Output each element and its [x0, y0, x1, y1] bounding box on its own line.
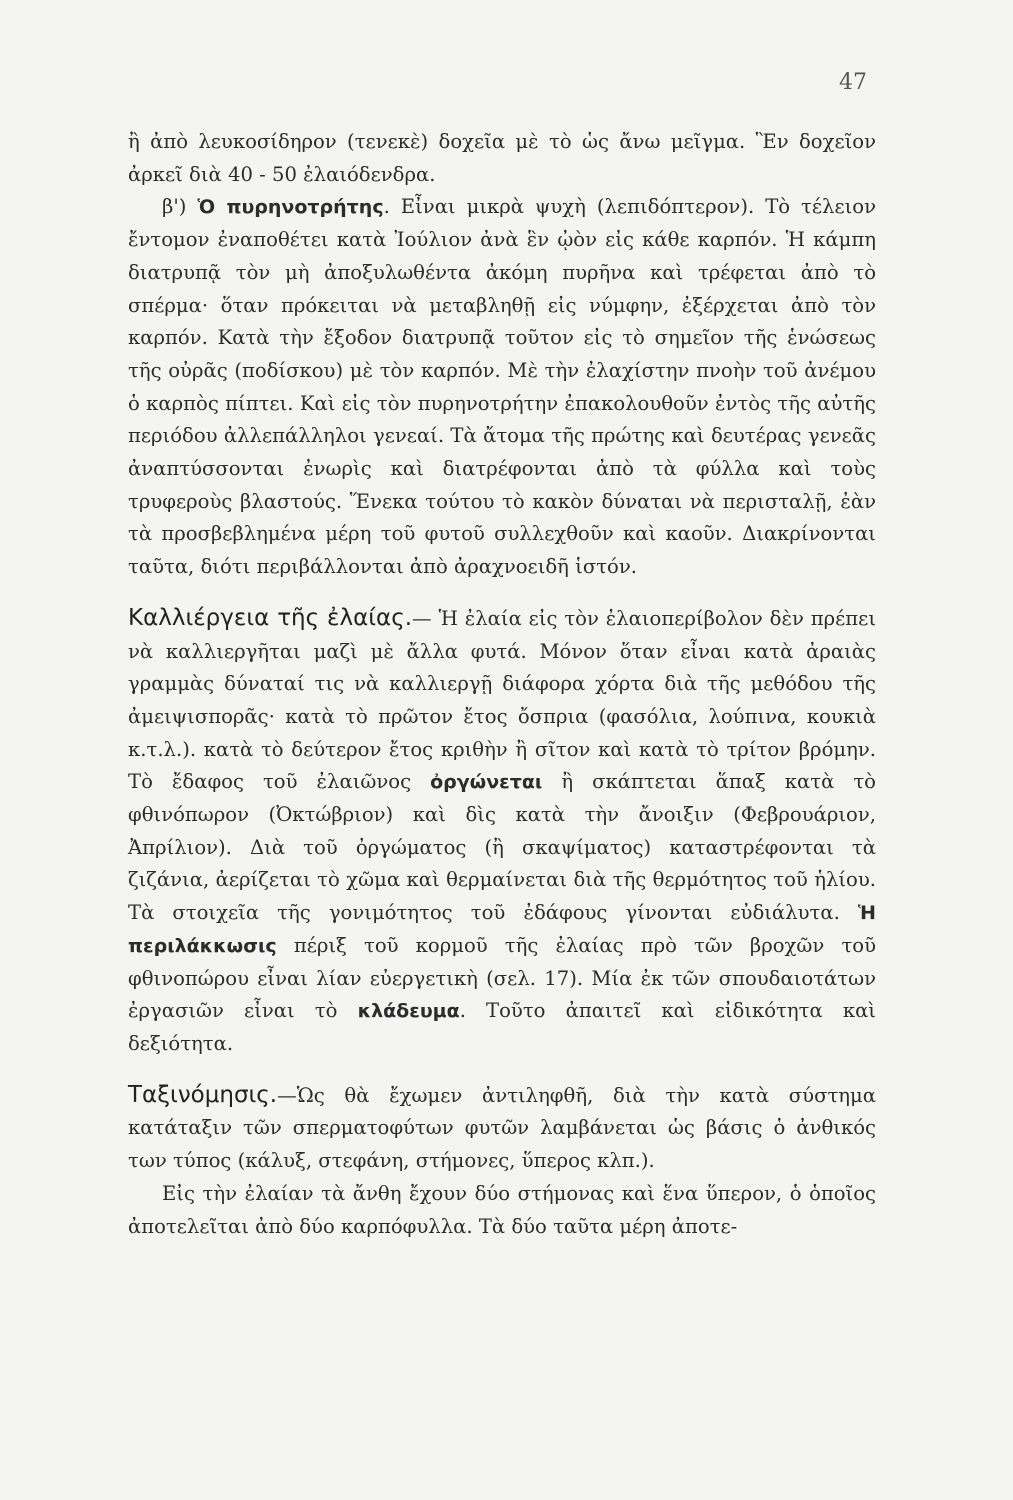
term-pyrinotritis: Ὁ πυρηνοτρήτης [197, 196, 384, 219]
item-marker: β') [162, 195, 198, 219]
paragraph-text: ἢ σκάπτεται ἅπαξ κατὰ τὸ φθινόπωρον (Ὀκτώβριον) καὶ δὶς κατὰ τὴν ἄνοιξιν (Φεβρουάριον, Ἀπρίλιον). Διὰ τοῦ ὀργώματος (ἢ σκαψίματος) καταστρέφονται τὰ ζιζάνια, ἀερίζεται τὸ χῶμα καὶ θερμαίνεται διὰ τῆς θερμότητος τοῦ ἡλίου. Τὰ στοιχεῖα τῆς γονιμότητος τοῦ ἐδάφους γίνονται εὐδιάλυτα. [128, 770, 876, 925]
paragraph-text: . Τοῦτο ἀπαιτεῖ καὶ εἰδικότητα καὶ δεξιότητα. [128, 999, 876, 1055]
paragraph-cultivation [128, 602, 876, 1061]
term-kladevma: κλάδευμα [357, 1000, 460, 1023]
paragraph-text: . Εἶναι μικρὰ ψυχὴ (λεπιδόπτερον). Τὸ τέλειον ἔντομον ἐναποθέτει κατὰ Ἰούλιον ἀνὰ ἓν ᾠὸν εἰς κάθε καρπόν. Ἡ κάμπη διατρυπᾷ τὸν μὴ ἀποξυλωθέντα ἀκόμη πυρῆνα καὶ τρέφεται ἀπὸ τὸ σπέρμα· ὅταν πρόκειται νὰ μεταβληθῇ εἰς νύμφην, ἐξέρχεται ἀπὸ τὸν καρπόν. Κατὰ τὴν ἔξοδον διατρυπᾷ τοῦτον εἰς τὸ σημεῖον τῆς ἑνώσεως τῆς οὐρᾶς (ποδίσκου) μὲ τὸν καρπόν. Μὲ τὴν ἐλαχίστην πνοὴν τοῦ ἀνέμου ὁ καρπὸς πίπτει. Καὶ εἰς τὸν πυρηνοτρήτην ἐπακολουθοῦν ἐντὸς τῆς αὐτῆς περιόδου ἀλλεπάλληλοι γενεαί. Τὰ ἄτομα τῆς πρώτης καὶ δευτέρας γενεᾶς ἀναπτύσσονται ἐνωρὶς καὶ διατρέφονται ἀπὸ τὰ φύλλα καὶ τοὺς τρυφεροὺς βλαστούς. Ἕνεκα τούτου τὸ κακὸν δύναται νὰ περισταλῇ, ἐὰν τὰ προσβεβλημένα μέρη τοῦ φυτοῦ συλλεχθοῦν καὶ καοῦν. Διακρίνονται ταῦτα, διότι περιβάλλονται ἀπὸ ἀραχνοειδῆ ἱστόν. [128, 195, 876, 579]
term-perilakkosis: Ἡ περιλάκκωσις [128, 902, 876, 957]
term-orgonetai: ὀργώνεται [430, 771, 543, 794]
section-heading-classification: Ταξινόμησις. [128, 1081, 278, 1108]
paragraph-continuation: ἢ ἀπὸ λευκοσίδηρον (τενεκὲ) δοχεῖα μὲ τὸ ὡς ἄνω μεῖγμα. Ἓν δοχεῖον ἀρκεῖ διὰ 40 - 50 ἐλαιόδενδρα. [128, 130, 876, 186]
page-number: 47 [839, 70, 867, 95]
paragraph-pyrinotritis [128, 191, 876, 583]
paragraph-classification [128, 1079, 876, 1178]
paragraph-text: — Ἡ ἐλαία εἰς τὸν ἐλαιοπερίβολον δὲν πρέπει νὰ καλλιεργῆται μαζὶ μὲ ἄλλα φυτά. Μόνον ὅταν εἶναι κατὰ ἀραιὰς γραμμὰς δύναταί τις νὰ καλλιεργῇ διάφορα χόρτα διὰ τῆς μεθόδου τῆς ἀμειψισπορᾶς· κατὰ τὸ πρῶτον ἔτος ὄσπρια (φασόλια, λούπινα, κουκιὰ κ.τ.λ.). κατὰ τὸ δεύτερον ἔτος κριθὴν ἢ σῖτον καὶ κατὰ τὸ τρίτον βρόμην. Τὸ ἔδαφος τοῦ ἐλαιῶνος [128, 606, 876, 794]
page-body [128, 126, 876, 1243]
paragraph-text: πέριξ τοῦ κορμοῦ τῆς ἐλαίας πρὸ τῶν βροχῶν τοῦ φθινοπώρου εἶναι λίαν εὐεργετικὴ (σελ. 17). Μία ἐκ τῶν σπουδαιοτάτων ἐργασιῶν εἶναι τὸ [128, 933, 876, 1023]
section-heading-cultivation: Καλλιέργεια τῆς ἐλαίας. [128, 604, 413, 631]
paragraph-text: —Ὡς θὰ ἔχωμεν ἀντιληφθῆ, διὰ τὴν κατὰ σύστημα κατάταξιν τῶν σπερματοφύτων φυτῶν λαμβάνεται ὡς βάσις ὁ ἀνθικός των τύπος (κάλυξ, στεφάνη, στήμονες, ὕπερος κλπ.). [128, 1083, 876, 1173]
paragraph-flowers: Εἰς τὴν ἐλαίαν τὰ ἄνθη ἔχουν δύο στήμονας καὶ ἕνα ὕπερον, ὁ ὁποῖος ἀποτελεῖται ἀπὸ δύο καρπόφυλλα. Τὰ δύο ταῦτα μέρη ἀποτε- [128, 1181, 876, 1238]
